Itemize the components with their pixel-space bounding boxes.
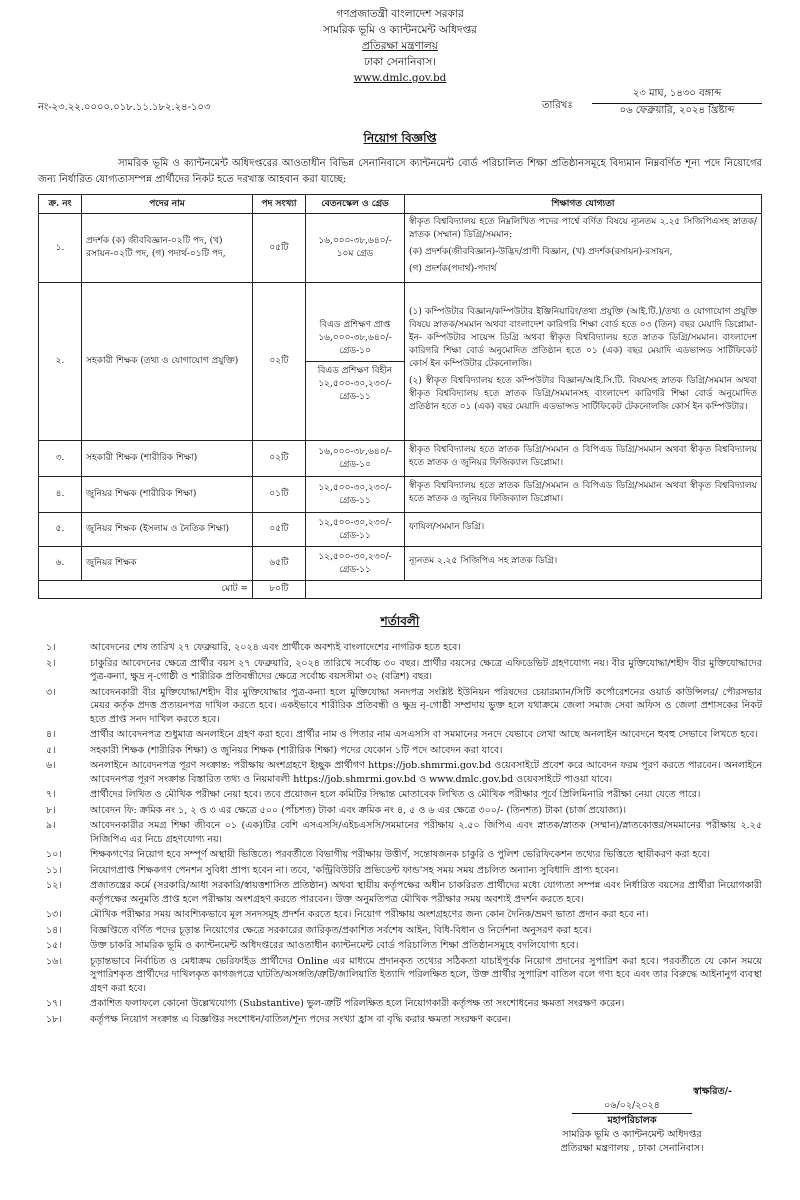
cell-count: ০৫টি (253, 513, 306, 547)
condition-item (38, 1013, 762, 1027)
date-label: তারিখঃ (542, 100, 573, 111)
condition-item (38, 924, 762, 938)
condition-text: প্রার্থীদের লিখিত ও মৌখিক পরীক্ষা নেয়া হবে। তবে প্রয়োজন হলে কমিটির সিদ্ধান্ত মোতাবেক লিখিত ও মৌখিক পরীক্ষার পূর্বে প্রিলিমিনারি পরীক্ষা নেয়া যেতে পারে। (90, 789, 701, 800)
letterhead (38, 0, 762, 86)
condition-text: কর্তৃপক্ষ নিয়োগ সংক্রান্ত এ বিজ্ঞপ্তির সংশোধন/বাতিল/শূন্য পদের সংখ্যা হ্রাস বা বৃদ্ধি করার ক্ষমতা সংরক্ষণ করেন। (90, 1013, 511, 1025)
signatory-designation: মহাপরিচালক (607, 1115, 657, 1126)
cell-serial: ৫. (39, 513, 82, 547)
table-row (39, 441, 762, 477)
cell-serial: ৪. (39, 477, 82, 513)
conditions-list (38, 641, 762, 1026)
condition-number: ৮। (46, 804, 56, 816)
qualification-text: স্বীকৃত বিশ্ববিদ্যালয় হতে নিম্নলিখিত পদের পার্শ্বে বর্ণিত বিষয়ে ন্যূনতম ২.২৫ সিজিপিএসহ স্নাতক/স্নাতক (সম্মান) ডিগ্রি/সমমান: (409, 217, 757, 240)
condition-number: ৪। (46, 729, 56, 740)
condition-text: প্রার্থীর আবেদনপত্র শুধুমাত্র অনলাইনে গ্রহণ করা হবে। প্রার্থীর নাম ও পিতার নাম এসএসসি বা সমমানের সনদে যেভাবে লেখা আছে অনলাইন আবেদনে হুবহু সেভাবে লিখতে হবে। (90, 729, 758, 740)
cell-post: জুনিয়র শিক্ষক (82, 547, 253, 581)
cell-qualification (405, 513, 762, 547)
signatory-office: সামরিক ভূমি ও ক্যান্টনমেন্ট অধিদপ্তর (562, 1129, 702, 1140)
date-gregorian: ০৬ ফেব্রুয়ারি, ২০২৪ খ্রিষ্টাব্দ (619, 105, 735, 116)
cell-scale (306, 283, 405, 441)
cell-qualification (405, 547, 762, 581)
condition-item (38, 819, 762, 846)
cell-scale: ১২,৫০০-৩০,২৩০/- গ্রেড-১১ (306, 477, 405, 513)
condition-item (38, 788, 762, 802)
table-row (39, 547, 762, 581)
condition-item (38, 879, 762, 906)
cell-serial: ২. (39, 283, 82, 441)
cell-scale: ১৬,০০০-৩৮,৬৪০/- ১০ম গ্রেড (306, 214, 405, 283)
condition-number: ১৭। (46, 998, 62, 1009)
cell-scale: ১২,৫০০-৩০,২৩০/- গ্রেড-১১ (306, 547, 405, 581)
col-header-scale: বেতনস্কেল ও গ্রেড (306, 195, 405, 214)
cell-count: ০৫টি (253, 214, 306, 283)
qualification-text: (ক) প্রদর্শক(জীববিজ্ঞান)-উদ্ভিদ/প্রাণী বিজ্ঞান, (খ) প্রদর্শক(রসায়ন)-রসায়ন, (409, 247, 673, 257)
condition-number: ৩। (46, 686, 56, 698)
col-header-post: পদের নাম (82, 195, 253, 214)
condition-item (38, 744, 762, 758)
condition-item (38, 686, 762, 727)
cell-post: সহকারী শিক্ষক (শারীরিক শিক্ষা) (82, 441, 253, 477)
cell-scale: ১৬,০০০-৩৮,৬৪০/- গ্রেড-১০ (306, 441, 405, 477)
condition-text: চাকুরির আবেদনের ক্ষেত্রে প্রার্থীর বয়স ২৭ ফেব্রুয়ারি, ২০২৪ তারিখে সর্বোচ্চ ৩০ বছর। প্রার্থীর বয়সের ক্ষেত্রে এফিডেভিট গ্রহণযোগ্য নয়। বীর মুক্তিযোদ্ধা/শহীদ বীর মুক্তিযোদ্ধাদের পুত্র-কন্যা, ক্ষুদ্র নৃ-গোষ্ঠী ও শারীরিক প্রতিবন্ধীদের ক্ষেত্রে সর্বোচ্চ বয়সসীমা ৩২ (বত্রিশ) বছর। (90, 657, 762, 682)
condition-number: ১৩। (46, 909, 62, 920)
signature-block (502, 1085, 762, 1156)
condition-item (38, 848, 762, 862)
signed-mark: স্বাক্ষরিত/- (693, 1086, 732, 1097)
condition-text: চূড়ান্তভাবে নির্বাচিত ও মেধাক্রম ভেরিফাইড প্রার্থীদের Online এর মাধ্যমে প্রদানকৃত তথ্যের সঠিকতা যাচাইপূর্বক নিয়োগ প্রদানের সুপারিশ করা হবে। পরবর্তীতে যে কোন সময়ে সুপারিশকৃত প্রার্থীদের দাখিলকৃত কাগজপত্রে ঘাটতি/অসঙ্গতি/ত্রুটি/জালিয়াতি ইত্যাদি পরিলক্ষিত হলে, উক্ত প্রার্থীর সুপারিশ বাতিল বলে গণ্য হবে এবং তার বিরুদ্ধে আইনানুগ ব্যবস্থা গ্রহণ করা হবে। (90, 955, 762, 994)
condition-text: অনলাইনে আবেদনপত্র পূরণ সংক্রান্ত: পরীক্ষায় অংশগ্রহণে ইচ্ছুক প্রার্থীগণ https://job.shmrmi.gov.bd ওয়েবসাইটে প্রবেশ করে আবেদন ফরম পূরণ করতে পারবেন। অনলাইনে আবেদনপত্র পূরণ সংক্রান্ত বিস্তারিত তথ্য ও নিয়মাবলী https://job.shmrmi.gov.bd ও www.dmlc.gov.bd ওয়েবসাইটে পাওয়া যাবে। (90, 760, 762, 785)
condition-item (38, 759, 762, 786)
col-header-qualification: শিক্ষাগত যোগ্যতা (405, 195, 762, 214)
condition-number: ৬। (46, 760, 56, 771)
cell-serial: ৩. (39, 441, 82, 477)
table-row (39, 477, 762, 513)
condition-number: ১। (46, 642, 56, 653)
condition-item (38, 804, 762, 818)
total-row (39, 581, 762, 599)
reference-row (38, 86, 762, 120)
table-row (39, 283, 762, 441)
qualification-text: ন্যূনতম ২.২৫ সিজিপিএ সহ স্নাতক ডিগ্রি। (409, 556, 558, 566)
condition-text: আবেদনের শেষ তারিখ ২৭ ফেব্রুয়ারি, ২০২৪ এবং প্রার্থীকে অবশ্যই বাংলাদেশের নাগরিক হতে হবে। (90, 642, 461, 653)
signatory-ministry: প্রতিরক্ষা মন্ত্রণালয় , ঢাকা সেনানিবাস। (560, 1143, 704, 1154)
condition-number: ১৪। (46, 924, 62, 936)
office-location: ঢাকা সেনানিবাস। (363, 56, 437, 68)
signature-date: ০৬/০২/২০২৪ (572, 1099, 692, 1114)
qualification-text: (২) স্বীকৃত বিশ্ববিদ্যালয় হতে কম্পিউটার বিজ্ঞান/আই.সি.টি. বিষয়সহ স্নাতক ডিগ্রি/সমমান অথবা স্বীকৃত বিশ্ববিদ্যালয় হতে স্নাতক ডিগ্রি/সমমানসহ বাংলাদেশ কারিগরি শিক্ষা বোর্ড অনুমোদিত প্রতিষ্ঠান হতে ০১ (এক) বছর মেয়াদি এডভান্সড সার্টিফিকেট টেকনোলজি কোর্স ইন কম্পিউটার। (409, 375, 757, 412)
qualification-text: ফাযিল/সমমান ডিগ্রি। (409, 522, 485, 532)
cell-count: ০২টি (253, 283, 306, 441)
cell-count: ৬৫টি (253, 547, 306, 581)
condition-item (38, 997, 762, 1011)
website-link[interactable]: www.dmlc.gov.bd (353, 72, 447, 84)
cell-serial: ১. (39, 214, 82, 283)
ministry-name: প্রতিরক্ষা মন্ত্রণালয় (362, 40, 438, 52)
cell-qualification (405, 441, 762, 477)
condition-number: ৯। (46, 820, 56, 831)
condition-number: ১২। (46, 880, 62, 891)
qualification-text: স্বীকৃত বিশ্ববিদ্যালয় হতে স্নাতক ডিগ্রি/সমমান ও বিপিএড ডিগ্রি/সমমান অথবা স্বীকৃত বিশ্ববিদ্যালয় হতে স্নাতক ও জুনিয়র ফিজিক্যাল ডিপ্লোমা। (409, 444, 757, 468)
condition-number: ১০। (46, 849, 62, 860)
qualification-text: (গ) প্রদর্শক(পদার্থ)-পদার্থ (409, 264, 497, 274)
cell-count: ০১টি (253, 477, 306, 513)
total-value: ৮০টি (253, 581, 306, 599)
condition-text: প্রজাতন্ত্রের কর্মে (সরকারি/আধা সরকারি/স্বায়ত্তশাসিত প্রতিষ্ঠান) অথবা স্থায়ীয় কর্তৃপক্ষের অধীন চাকরিরত প্রার্থীদের মধ্যে যোগ্যতা সম্পন্ন এবং নির্ধারিত বয়সের প্রার্থীরা নিয়োগকারী কর্তৃপক্ষের অনুমতি প্রাপ্ত হলে পরীক্ষায় অংশগ্রহণ করতে পারবেন। উক্ত অনুমতিপত্র মৌখিক পরীক্ষার সময় অবশ্যই প্রদর্শন করতে হবে। (90, 880, 762, 905)
condition-text: আবেদন ফি: ক্রমিক নং ১, ২ ও ৩ এর ক্ষেত্রে ৫০০ (পাঁচশত) টাকা এবং ক্রমিক নং ৪, ৫ ও ৬ এর ক্ষেত্রে ৩০০/- (তিনশত) টাকা (চার্জ প্রযোজ্য)। (90, 804, 627, 816)
cell-serial: ৬. (39, 547, 82, 581)
condition-item (38, 728, 762, 742)
cell-qualification (405, 283, 762, 441)
condition-number: ১৬। (46, 955, 62, 967)
cell-post: জুনিয়র শিক্ষক (শারীরিক শিক্ষা) (82, 477, 253, 513)
col-header-count: পদ সংখ্যা (253, 195, 306, 214)
scale-trained-label: বিএড প্রশিক্ষণ প্রাপ্ত (319, 320, 391, 330)
condition-item (38, 641, 762, 655)
condition-text: নিয়োগপ্রাপ্ত শিক্ষকগণ পেনশন সুবিধা প্রাপ্য হবেন না। তবে, 'কন্ট্রিবিউটরি প্রভিডেন্ট ফান্ড'সহ সময় সময় প্রচলিত অন্যান্য সুবিধাদি প্রাপ্য হবেন। (90, 864, 619, 876)
condition-text: মৌখিক পরীক্ষার সময় আবশ্যিকভাবে মূল সনদসমূহ প্রদর্শন করতে হবে। নিয়োগ পরীক্ষায় অংশগ্রহণের জন্য কোন দৈনিক/ভ্রমণ ভাতা প্রদান করা হবে না। (90, 909, 649, 920)
total-label: মোট = (39, 581, 253, 599)
condition-number: ১৫। (46, 940, 62, 951)
office-name: সামরিক ভূমি ও ক্যান্টনমেন্ট অধিদপ্তর (323, 24, 477, 36)
cell-count: ০২টি (253, 441, 306, 477)
condition-text: বিজ্ঞপ্তিতে বর্ণিত পদের চূড়ান্ত নিয়োগের ক্ষেত্রে সরকারের জারিকৃত/প্রকাশিত সর্বশেষ আইন, বিধি-বিধান ও নির্দেশনা অনুসরণ করা হবে। (90, 924, 592, 936)
scale-untrained: ১২,৫০০-৩০,২৩০/- গ্রেড-১১ (318, 379, 392, 402)
govt-name: গণপ্রজাতন্ত্রী বাংলাদেশ সরকার (336, 8, 464, 20)
cell-scale: ১২,৫০০-৩০,২৩০/- গ্রেড-১১ (306, 513, 405, 547)
col-header-serial: ক্র. নং (39, 195, 82, 214)
condition-item (38, 657, 762, 684)
condition-text: আবেদনকারী বীর মুক্তিযোদ্ধা/শহীদ বীর মুক্তিযোদ্ধার পুত্র-কন্যা হলে মুক্তিযোদ্ধা সনদপত্র সংশ্লিষ্ট ইউনিয়ন পরিষদের চেয়ারম্যান/সিটি কর্পোরেশনের ওয়ার্ড কাউন্সিলর/ পৌরসভার মেয়র কর্তৃক প্রদত্ত প্রত্যয়নপত্র দাখিল করতে হবে। একইভাবে শারীরিক প্রতিবন্ধী ও ক্ষুদ্র নৃ-গোষ্ঠী সম্প্রদায় ভুক্ত হলে যথাক্রমে জেলা সমাজ সেবা অফিস ও জেলা প্রশাসকের নিকট হতে প্রাপ্ত সনদ দাখিল করতে হবে। (90, 686, 762, 725)
condition-text: সহকারী শিক্ষক (শারীরিক শিক্ষা) ও জুনিয়র শিক্ষক (শারীরিক শিক্ষা) পদের যেকোন ১টি পদে আবেদন করা যাবে। (90, 744, 503, 756)
condition-item (38, 908, 762, 922)
condition-text: প্রকাশিত ফলাফলে কোনো উল্লেখযোগ্য (Substantive) ভুল-ত্রুটি পরিলক্ষিত হলে নিয়োগকারী কর্তৃপক্ষ তা সংশোধনের ক্ষমতা সংরক্ষণ করেন। (90, 998, 625, 1009)
condition-number: ১৮। (46, 1013, 62, 1025)
notice-title: নিয়োগ বিজ্ঞপ্তি (363, 131, 437, 145)
condition-item (38, 939, 762, 953)
condition-number: ৫। (46, 744, 56, 756)
notice-intro: সামরিক ভূমি ও ক্যান্টনমেন্ট অধিদপ্তরের আওতাধীন বিভিন্ন সেনানিবাসে ক্যান্টনমেন্ট বোর্ড পরিচালিত শিক্ষা প্রতিষ্ঠানসমূহে বিদ্যমান নিম্নবর্ণিত শূন্য পদে নিয়োগের জন্য নির্ধারিত যোগ্যতাসম্পন্ন প্রার্থীদের নিকট হতে দরখাস্ত আহবান করা যাচ্ছে: (38, 158, 762, 185)
scale-trained: ১৬,০০০-৩৮,৬৪০/- গ্রেড-১০ (318, 333, 392, 356)
condition-text: উক্ত চাকরি সামরিক ভূমি ও ক্যান্টনমেন্ট অধিদপ্তরের আওতাধীন ক্যান্টনমেন্ট বোর্ড পরিচালিত শিক্ষা প্রতিষ্ঠানসমূহে বদলিযোগ্য হবে। (90, 940, 579, 951)
cell-post: প্রদর্শক (ক) জীববিজ্ঞান-০২টি পদ, (খ) রসায়ন-০২টি পদ, (গ) পদার্থ-০১টি পদ, (82, 214, 253, 283)
scale-untrained-label: বিএড প্রশিক্ষণ বিহীন (317, 366, 393, 376)
table-row (39, 214, 762, 283)
cell-qualification (405, 477, 762, 513)
cell-qualification (405, 214, 762, 283)
cell-post: জুনিয়র শিক্ষক (ইসলাম ও নৈতিক শিক্ষা) (82, 513, 253, 547)
table-header-row (39, 195, 762, 214)
date-bangla: ২৩ মাঘ, ১৪৩০ বঙ্গাব্দ (592, 86, 762, 104)
conditions-title: শর্তাবলী (380, 614, 420, 628)
vacancy-table (38, 194, 762, 599)
condition-text: আবেদনকারীর সমগ্র শিক্ষা জীবনে ০১ (এক)টির বেশি এসএসসি/এইচএসসি/সমমানের পরীক্ষায় ২.৫০ জিপিএ এবং স্নাতক/স্নাতক (সম্মান)/স্নাতকোত্তর/সমমানের পরীক্ষায় ২.২৫ সিজিপিএ এর নিচে গ্রহণযোগ্য নয়। (90, 820, 762, 845)
table-row (39, 513, 762, 547)
qualification-text: (১) কম্পিউটার বিজ্ঞান/কম্পিউটার ইঞ্জিনিয়ারিং/তথ্য প্রযুক্তি (আই.টি.)/তথ্য ও যোগাযোগ প্রযুক্তি বিষয়ে স্নাতক/সমমান অথবা বাংলাদেশ কারিগরি শিক্ষা বোর্ড হতে ০৩ (তিন) বছর মেয়াদি ডিপ্লোমা-ইন- কম্পিউটার সায়েন্স ডিগ্রি অথবা স্বীকৃত বিশ্ববিদ্যালয় হতে স্নাতক ডিগ্রি/সমমান। বাংলাদেশ কারিগরি শিক্ষা বোর্ড অনুমোদিত প্রতিষ্ঠান হতে ০১ (এক) বছর মেয়াদি এডভান্সড সার্টিফিকেট কোর্স ইন কম্পিউটার টেকনোলজি। (409, 306, 757, 369)
qualification-text: স্বীকৃত বিশ্ববিদ্যালয় হতে স্নাতক ডিগ্রি/সমমান ও বিপিএড ডিগ্রি/সমমান অথবা স্বীকৃত বিশ্ববিদ্যালয় হতে স্নাতক ও জুনিয়র ফিজিক্যাল ডিপ্লোমা। (409, 480, 757, 504)
condition-text: শিক্ষকগণের নিয়োগ হবে সম্পূর্ণ অস্থায়ী ভিত্তিতে। পরবর্তীতে বিভাগীয় পরীক্ষায় উত্তীর্ণ, সন্তোষজনক চাকুরি ও পুলিশ ভেরিফিকেশন তথ্যের ভিত্তিতে স্থায়ীকরণ করা হবে। (90, 849, 710, 860)
condition-number: ১১। (46, 864, 62, 876)
condition-item (38, 864, 762, 878)
condition-number: ৭। (46, 789, 56, 800)
cell-post: সহকারী শিক্ষক (তথ্য ও যোগাযোগ প্রযুক্তি) (82, 283, 253, 441)
condition-item (38, 955, 762, 996)
memo-number: নং-২৩.২২.০০০০.০১৮.১১.১৮২.২৪-১০৩ (38, 102, 211, 113)
condition-number: ২। (46, 657, 56, 669)
